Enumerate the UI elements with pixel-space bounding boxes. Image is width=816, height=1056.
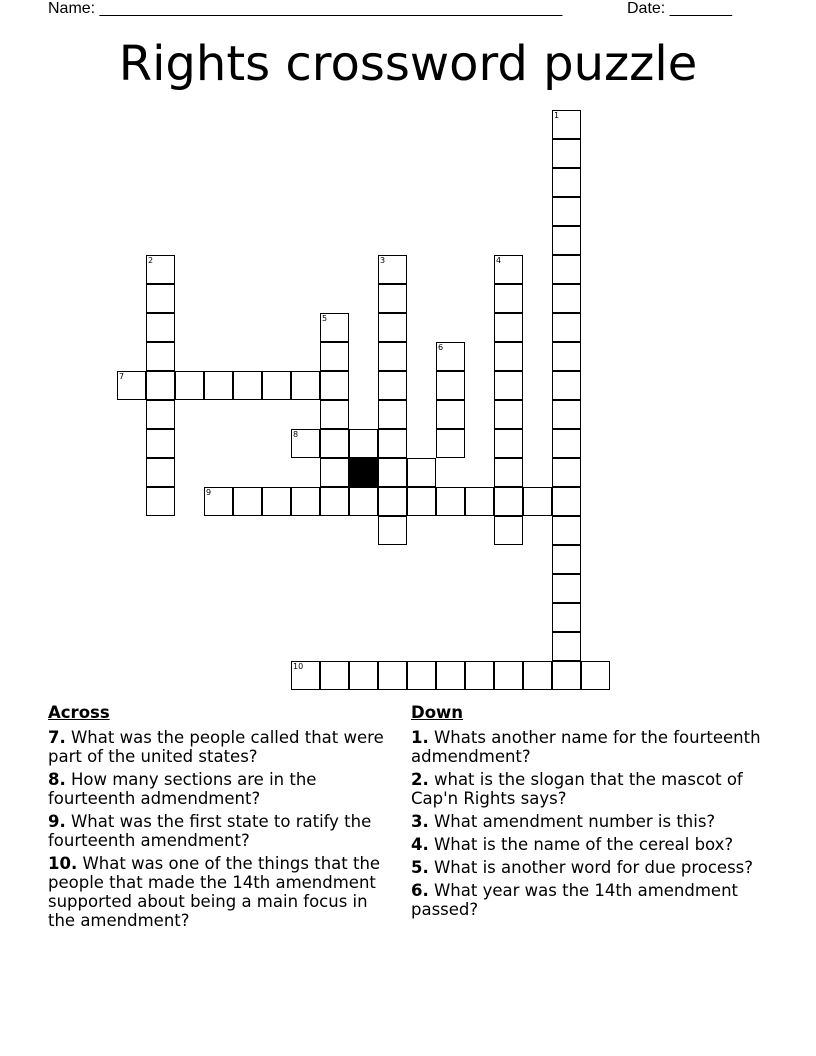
grid-cell[interactable] <box>523 661 552 690</box>
grid-cell[interactable] <box>320 400 349 429</box>
clue-text: What was the first state to ratify the fourteenth amendment? <box>48 812 372 850</box>
name-blank: ____________________________________________________ <box>99 0 563 17</box>
grid-cell[interactable] <box>552 371 581 400</box>
grid-cell[interactable] <box>465 661 494 690</box>
clue-down-1 <box>411 728 761 766</box>
clue-number-label: 7 <box>119 372 125 381</box>
grid-cell[interactable] <box>233 371 262 400</box>
grid-cell[interactable] <box>320 661 349 690</box>
clue-text: How many sections are in the fourteenth admendment? <box>48 770 317 808</box>
grid-cell[interactable] <box>146 313 175 342</box>
across-clues <box>48 703 398 934</box>
grid-cell[interactable] <box>291 487 320 516</box>
grid-cell[interactable] <box>349 487 378 516</box>
grid-cell[interactable] <box>494 342 523 371</box>
grid-cell[interactable] <box>378 429 407 458</box>
clue-down-5 <box>411 858 761 877</box>
grid-cell[interactable] <box>146 284 175 313</box>
grid-cell[interactable] <box>494 516 523 545</box>
grid-cell[interactable] <box>494 284 523 313</box>
grid-cell[interactable] <box>117 371 146 400</box>
grid-cell[interactable] <box>175 371 204 400</box>
clue-number: 5. <box>411 858 429 877</box>
grid-cell[interactable] <box>552 632 581 661</box>
grid-cell[interactable] <box>320 458 349 487</box>
grid-cell[interactable] <box>552 429 581 458</box>
clue-number: 4. <box>411 835 429 854</box>
grid-cell[interactable] <box>204 371 233 400</box>
grid-cell[interactable] <box>436 661 465 690</box>
grid-cell[interactable] <box>552 574 581 603</box>
clue-down-2 <box>411 770 761 808</box>
grid-cell[interactable] <box>146 400 175 429</box>
clue-number-label: 5 <box>322 314 328 323</box>
grid-cell[interactable] <box>291 371 320 400</box>
grid-cell[interactable] <box>378 255 407 284</box>
grid-cell[interactable] <box>378 371 407 400</box>
grid-cell[interactable] <box>378 487 407 516</box>
grid-cell[interactable] <box>494 371 523 400</box>
grid-cell[interactable] <box>146 429 175 458</box>
across-clue-list <box>48 728 398 930</box>
grid-cell[interactable] <box>552 139 581 168</box>
clue-number-label: 3 <box>380 256 386 265</box>
grid-cell[interactable] <box>494 255 523 284</box>
grid-cell[interactable] <box>552 603 581 632</box>
clue-number: 3. <box>411 812 429 831</box>
grid-cell[interactable] <box>407 661 436 690</box>
down-clues <box>411 703 761 923</box>
grid-cell[interactable] <box>523 487 552 516</box>
grid-cell[interactable] <box>465 487 494 516</box>
grid-cell[interactable] <box>552 516 581 545</box>
clue-number-label: 6 <box>438 343 444 352</box>
grid-cell[interactable] <box>320 313 349 342</box>
clue-number: 9. <box>48 812 66 831</box>
grid-cell[interactable] <box>378 342 407 371</box>
clue-number-label: 9 <box>206 488 212 497</box>
grid-cell[interactable] <box>552 487 581 516</box>
grid-cell[interactable] <box>552 197 581 226</box>
grid-cell[interactable] <box>146 458 175 487</box>
across-heading: Across <box>48 703 110 722</box>
grid-cell[interactable] <box>407 458 436 487</box>
grid-cell[interactable] <box>146 371 175 400</box>
grid-cell[interactable] <box>378 516 407 545</box>
grid-cell[interactable] <box>291 429 320 458</box>
grid-cell[interactable] <box>349 429 378 458</box>
grid-cell[interactable] <box>378 284 407 313</box>
grid-cell[interactable] <box>494 313 523 342</box>
grid-cell[interactable] <box>233 487 262 516</box>
grid-cell[interactable] <box>552 110 581 139</box>
grid-cell[interactable] <box>320 342 349 371</box>
clue-across-9 <box>48 812 398 850</box>
grid-cell[interactable] <box>494 400 523 429</box>
down-heading: Down <box>411 703 464 722</box>
grid-cell[interactable] <box>146 255 175 284</box>
clue-text: What year was the 14th amendment passed? <box>411 881 739 919</box>
clue-number: 2. <box>411 770 429 789</box>
clue-number: 8. <box>48 770 66 789</box>
grid-cell[interactable] <box>494 487 523 516</box>
clue-number: 1. <box>411 728 429 747</box>
date-blank: _______ <box>669 0 732 17</box>
grid-cell[interactable] <box>436 400 465 429</box>
grid-cell[interactable] <box>320 429 349 458</box>
grid-cell[interactable] <box>262 487 291 516</box>
clue-number-label: 4 <box>496 256 502 265</box>
grid-cell[interactable] <box>291 661 320 690</box>
grid-cell[interactable] <box>552 661 581 690</box>
grid-cell[interactable] <box>407 487 436 516</box>
clue-text: What is another word for due process? <box>428 858 754 877</box>
clue-down-3 <box>411 812 761 831</box>
grid-cell[interactable] <box>552 168 581 197</box>
page-title: Rights crossword puzzle <box>118 36 698 92</box>
clue-across-8 <box>48 770 398 808</box>
clue-text: What was one of the things that the people that made the 14th amendment supported about being a main focus in the amendment? <box>48 854 381 930</box>
grid-cell[interactable] <box>436 342 465 371</box>
grid-cell[interactable] <box>494 458 523 487</box>
clue-text: what is the slogan that the mascot of Cap'n Rights says? <box>411 770 743 808</box>
grid-cell[interactable] <box>262 371 291 400</box>
clue-number-label: 1 <box>554 111 560 120</box>
grid-cell[interactable] <box>552 545 581 574</box>
clue-number-label: 8 <box>293 430 299 439</box>
grid-cell[interactable] <box>349 661 378 690</box>
clue-down-6 <box>411 881 761 919</box>
clue-number-label: 2 <box>148 256 154 265</box>
clue-text: Whats another name for the fourteenth admendment? <box>411 728 761 766</box>
grid-cell[interactable] <box>552 284 581 313</box>
grid-cell[interactable] <box>436 487 465 516</box>
clue-text: What was the people called that were part of the united states? <box>48 728 384 766</box>
black-cell <box>349 458 378 487</box>
grid-cell[interactable] <box>494 661 523 690</box>
clue-across-7 <box>48 728 398 766</box>
down-clue-list <box>411 728 761 919</box>
clue-text: What is the name of the cereal box? <box>428 835 734 854</box>
clue-number: 6. <box>411 881 429 900</box>
name-label: Name: <box>48 0 96 17</box>
grid-cell[interactable] <box>378 661 407 690</box>
grid-cell[interactable] <box>552 313 581 342</box>
grid-cell[interactable] <box>146 342 175 371</box>
clue-down-4 <box>411 835 761 854</box>
grid-cell[interactable] <box>378 400 407 429</box>
grid-cell[interactable] <box>552 458 581 487</box>
grid-cell[interactable] <box>204 487 233 516</box>
clue-number: 10. <box>48 854 78 873</box>
grid-cell[interactable] <box>436 429 465 458</box>
grid-cell[interactable] <box>552 342 581 371</box>
grid-cell[interactable] <box>436 371 465 400</box>
grid-cell[interactable] <box>552 255 581 284</box>
clue-text: What amendment number is this? <box>428 812 716 831</box>
grid-cell[interactable] <box>146 487 175 516</box>
clue-number-label: 10 <box>293 662 304 671</box>
grid-cell[interactable] <box>320 371 349 400</box>
grid-cell[interactable] <box>552 226 581 255</box>
grid-cell[interactable] <box>581 661 610 690</box>
grid-cell[interactable] <box>320 487 349 516</box>
grid-cell[interactable] <box>378 458 407 487</box>
clue-across-10 <box>48 854 398 930</box>
grid-cell[interactable] <box>494 429 523 458</box>
clue-number: 7. <box>48 728 66 747</box>
date-label: Date: <box>627 0 666 17</box>
grid-cell[interactable] <box>552 400 581 429</box>
grid-cell[interactable] <box>378 313 407 342</box>
